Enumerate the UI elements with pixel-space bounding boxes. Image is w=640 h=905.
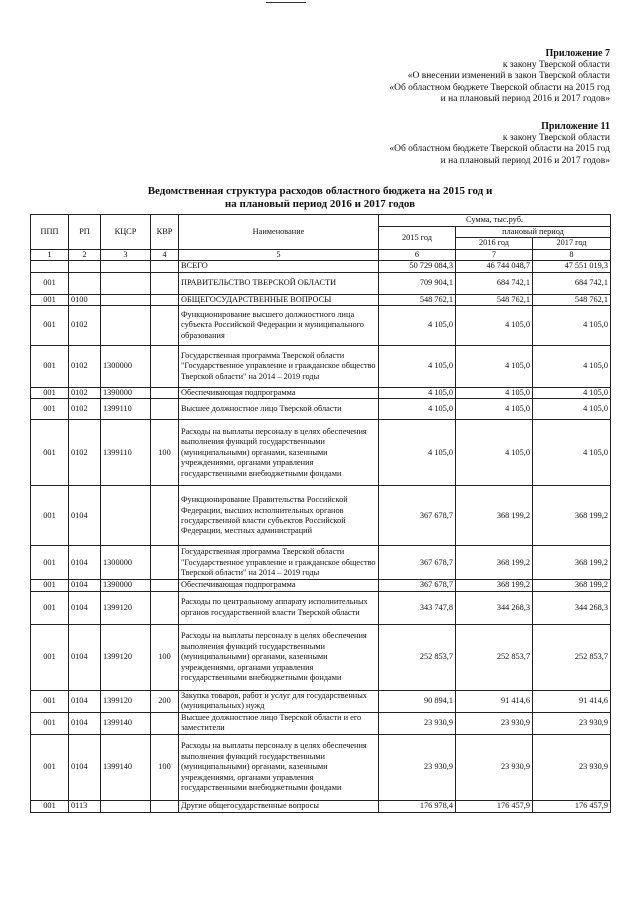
cell-2016: 548 762,1 [456,294,533,305]
cell-kcsr: 1390000 [101,580,151,591]
cell-2017: 344 268,3 [533,591,611,624]
cell-kvr [151,294,179,305]
cell-kvr [151,580,179,591]
cell-2015: 709 904,1 [379,272,456,294]
cell-2017: 91 414,6 [533,690,611,712]
cell-2017: 23 930,9 [533,712,611,734]
cell-rp: 0104 [69,690,101,712]
cell-kcsr: 1399120 [101,624,151,690]
cell-kcsr [101,306,151,346]
cell-2016: 4 105,0 [456,306,533,346]
col-header-planned: плановый период [456,227,611,238]
cell-name: Функционирование высшего должностного лица субъекта Российской Федерации и муниципального образования [179,306,379,346]
cell-2016: 368 199,2 [456,546,533,580]
cell-kcsr [101,800,151,812]
cell-kvr: 200 [151,690,179,712]
cell-ppp: 001 [31,591,69,624]
cell-name: ОБЩЕГОСУДАРСТВЕННЫЕ ВОПРОСЫ [179,294,379,305]
cell-kvr [151,261,179,272]
cell-ppp: 001 [31,399,69,420]
appendix-11-line: «Об областном бюджете Тверской области на 2015 год [389,144,610,155]
cell-kcsr: 1390000 [101,388,151,399]
cell-2015: 50 729 084,3 [379,261,456,272]
cell-ppp: 001 [31,486,69,546]
cell-2017: 368 199,2 [533,546,611,580]
table-row [31,261,611,272]
cell-kcsr [101,261,151,272]
col-header-name: Наименование [179,215,379,250]
column-index: 2 [69,249,101,260]
cell-rp: 0100 [69,294,101,305]
cell-rp: 0113 [69,800,101,812]
table-row [31,388,611,399]
column-index: 5 [179,249,379,260]
cell-ppp: 001 [31,712,69,734]
cell-kcsr [101,272,151,294]
budget-table-body [31,261,611,813]
cell-2015: 176 978,4 [379,800,456,812]
cell-ppp: 001 [31,800,69,812]
cell-rp: 0102 [69,346,101,388]
table-row [31,580,611,591]
cell-ppp: 001 [31,388,69,399]
cell-rp [69,272,101,294]
cell-kvr [151,272,179,294]
col-header-rp: РП [69,215,101,250]
cell-kvr [151,546,179,580]
cell-2015: 4 105,0 [379,306,456,346]
cell-name: Другие общегосударственные вопросы [179,800,379,812]
cell-2017: 23 930,9 [533,734,611,800]
cell-kvr: 100 [151,734,179,800]
cell-kcsr: 1300000 [101,346,151,388]
top-rule [266,2,306,3]
cell-2015: 4 105,0 [379,420,456,486]
cell-kcsr: 1399120 [101,591,151,624]
cell-name: Расходы на выплаты персоналу в целях обеспечения выполнения функций государственными (муниципальными) органами, казенными учреждениями, органами управления государственными внебюджетными фондами [179,734,379,800]
cell-2016: 4 105,0 [456,346,533,388]
cell-kcsr: 1399140 [101,712,151,734]
cell-2017: 4 105,0 [533,420,611,486]
cell-2017: 368 199,2 [533,580,611,591]
cell-name: Расходы по центральному аппарату исполнительных органов государственной власти Тверской области [179,591,379,624]
cell-2015: 23 930,9 [379,734,456,800]
table-row [31,420,611,486]
cell-2016: 4 105,0 [456,420,533,486]
cell-ppp: 001 [31,580,69,591]
cell-2017: 4 105,0 [533,346,611,388]
column-index-row [31,249,611,260]
cell-kcsr: 1399140 [101,734,151,800]
col-header-kvr: КВР [151,215,179,250]
table-row [31,546,611,580]
table-row [31,690,611,712]
cell-ppp: 001 [31,272,69,294]
cell-kcsr [101,486,151,546]
cell-2015: 367 678,7 [379,486,456,546]
appendix-11-heading: Приложение 11 [541,121,610,132]
cell-2017: 548 762,1 [533,294,611,305]
cell-2017: 176 457,9 [533,800,611,812]
cell-2016: 684 742,1 [456,272,533,294]
cell-2015: 23 930,9 [379,712,456,734]
cell-ppp: 001 [31,734,69,800]
cell-2015: 252 853,7 [379,624,456,690]
col-header-2015: 2015 год [379,227,456,250]
col-header-sum: Сумма, тыс.руб. [379,215,611,227]
table-row [31,346,611,388]
table-row [31,294,611,305]
appendix-7-heading: Приложение 7 [545,48,610,59]
cell-2016: 23 930,9 [456,712,533,734]
cell-kvr: 100 [151,420,179,486]
cell-2017: 4 105,0 [533,306,611,346]
cell-name: Обеспечивающая подпрограмма [179,388,379,399]
appendix-7-line: «Об областном бюджете Тверской области на 2015 год [389,82,610,93]
cell-2015: 367 678,7 [379,546,456,580]
col-header-ppp: ППП [31,215,69,250]
table-row [31,272,611,294]
cell-rp: 0102 [69,388,101,399]
cell-2016: 252 853,7 [456,624,533,690]
cell-rp: 0104 [69,486,101,546]
table-row [31,624,611,690]
column-index: 8 [533,249,611,260]
title-line-1: Ведомственная структура расходов областного бюджета на 2015 год и [147,185,493,197]
cell-kvr [151,712,179,734]
table-row [31,306,611,346]
table-row [31,800,611,812]
cell-rp: 0104 [69,734,101,800]
cell-2017: 368 199,2 [533,486,611,546]
cell-2015: 548 762,1 [379,294,456,305]
cell-2015: 90 894,1 [379,690,456,712]
appendix-7-line: и на плановый период 2016 и 2017 годов» [440,94,610,105]
cell-2015: 4 105,0 [379,399,456,420]
cell-name: Расходы на выплаты персоналу в целях обеспечения выполнения функций государственными (муниципальными) органами, казенными учреждениями, органами управления государственными внебюджетными фондами [179,624,379,690]
table-row [31,399,611,420]
cell-kcsr: 1399120 [101,690,151,712]
cell-rp: 0104 [69,546,101,580]
cell-kcsr [101,294,151,305]
cell-2017: 4 105,0 [533,388,611,399]
cell-2016: 368 199,2 [456,580,533,591]
table-row [31,486,611,546]
cell-ppp: 001 [31,346,69,388]
cell-ppp [31,261,69,272]
table-row [31,591,611,624]
cell-rp: 0104 [69,624,101,690]
cell-rp: 0104 [69,712,101,734]
cell-kvr [151,800,179,812]
cell-2016: 176 457,9 [456,800,533,812]
title-line-2: на плановый период 2016 и 2017 годов [224,198,416,210]
cell-2016: 368 199,2 [456,486,533,546]
cell-rp: 0102 [69,420,101,486]
header-row-1 [31,215,611,227]
cell-2016: 4 105,0 [456,388,533,399]
appendix-7-line: «О внесении изменений в закон Тверской области [407,71,610,82]
appendix-7-block [389,48,610,106]
cell-name: Высшее должностное лицо Тверской области [179,399,379,420]
cell-rp: 0104 [69,591,101,624]
cell-name: Государственная программа Тверской области "Государственное управление и гражданское общество Тверской области" на 2014 – 2019 годы [179,346,379,388]
cell-kvr: 100 [151,624,179,690]
appendix-7-line: к закону Тверской области [502,59,610,70]
column-index: 4 [151,249,179,260]
cell-2017: 47 551 019,3 [533,261,611,272]
table-row [31,734,611,800]
cell-kvr [151,346,179,388]
cell-ppp: 001 [31,420,69,486]
cell-ppp: 001 [31,306,69,346]
cell-rp: 0104 [69,580,101,591]
cell-kvr [151,399,179,420]
cell-2016: 91 414,6 [456,690,533,712]
cell-2016: 344 268,3 [456,591,533,624]
appendix-11-line: и на плановый период 2016 и 2017 годов» [440,155,610,166]
cell-ppp: 001 [31,294,69,305]
cell-kcsr: 1399110 [101,399,151,420]
cell-2016: 4 105,0 [456,399,533,420]
column-index: 3 [101,249,151,260]
cell-ppp: 001 [31,690,69,712]
cell-kcsr: 1300000 [101,546,151,580]
cell-2015: 4 105,0 [379,388,456,399]
column-index: 7 [456,249,533,260]
cell-name: Высшее должностное лицо Тверской области и его заместители [179,712,379,734]
cell-rp: 0102 [69,399,101,420]
cell-name: Расходы на выплаты персоналу в целях обеспечения выполнения функций государственными (муниципальными) органами, казенными учреждениями, органами управления государственными внебюджетными фондами [179,420,379,486]
cell-2015: 367 678,7 [379,580,456,591]
cell-kvr [151,591,179,624]
cell-2016: 23 930,9 [456,734,533,800]
table-row [31,712,611,734]
cell-2017: 252 853,7 [533,624,611,690]
cell-name: Обеспечивающая подпрограмма [179,580,379,591]
budget-table [30,214,611,813]
document-title [0,185,640,211]
col-header-2017: 2017 год [533,238,611,249]
cell-name: Функционирование Правительства Российской Федерации, высших исполнительных органов государственной власти субъектов Российской Федерации, местных администраций [179,486,379,546]
column-index: 1 [31,249,69,260]
column-index: 6 [379,249,456,260]
cell-name: Государственная программа Тверской области "Государственное управление и гражданское общество Тверской области" на 2014 – 2019 годы [179,546,379,580]
cell-ppp: 001 [31,546,69,580]
cell-kvr [151,486,179,546]
cell-2017: 4 105,0 [533,399,611,420]
cell-name: Закупка товаров, работ и услуг для государственных (муниципальных) нужд [179,690,379,712]
cell-rp: 0102 [69,306,101,346]
cell-2017: 684 742,1 [533,272,611,294]
cell-2015: 4 105,0 [379,346,456,388]
cell-name: ПРАВИТЕЛЬСТВО ТВЕРСКОЙ ОБЛАСТИ [179,272,379,294]
cell-kvr [151,388,179,399]
cell-2016: 46 744 048,7 [456,261,533,272]
col-header-kcsr: КЦСР [101,215,151,250]
cell-kcsr: 1399110 [101,420,151,486]
appendix-11-block [389,121,610,167]
cell-rp [69,261,101,272]
cell-2015: 343 747,8 [379,591,456,624]
cell-ppp: 001 [31,624,69,690]
col-header-2016: 2016 год [456,238,533,249]
appendix-11-line: к закону Тверской области [502,132,610,143]
cell-name: ВСЕГО [179,261,379,272]
cell-kvr [151,306,179,346]
